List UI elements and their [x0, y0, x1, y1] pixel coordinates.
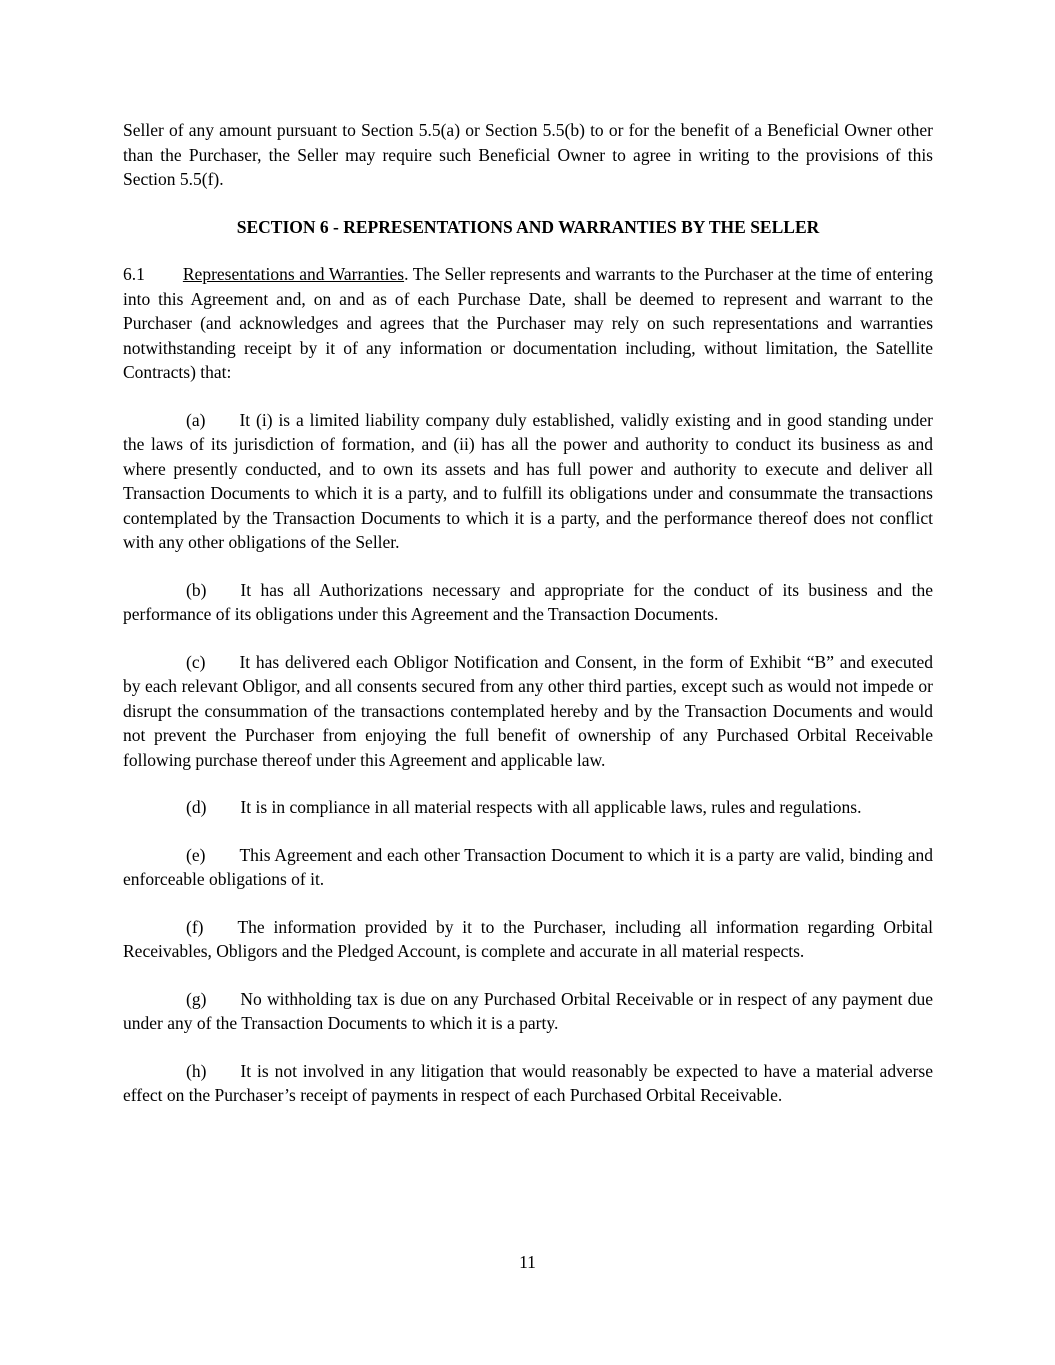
- item-label: (e): [186, 844, 206, 865]
- item-text: The information provided by it to the Purchaser, including all information regarding Orbital Receivables, Obligors and the Pledged Account, is complete and accurate in all material respects.: [123, 916, 933, 961]
- intro-paragraph: [123, 118, 933, 192]
- list-item-f: [123, 915, 933, 964]
- clause-6-1: [123, 262, 933, 385]
- section-heading-text: SECTION 6 - REPRESENTATIONS AND WARRANTIES BY THE SELLER: [236, 216, 820, 237]
- item-text: It is in compliance in all material respects with all applicable laws, rules and regulations.: [240, 797, 862, 817]
- item-text: This Agreement and each other Transaction Document to which it is a party are valid, binding and enforceable obligations of it.: [123, 844, 933, 889]
- clause-title: Representations and Warranties: [182, 264, 405, 284]
- item-text: It has delivered each Obligor Notification and Consent, in the form of Exhibit “B” and executed by each relevant Obligor, and all consents secured from any other third parties, except such as would not impede or disrupt the consummation of the transactions contemplated hereby and by the Transaction Documents and would not prevent the Purchaser from enjoying the full benefit of ownership of any Purchased Orbital Receivable following purchase thereof under this Agreement and applicable law.: [123, 651, 933, 770]
- list-item-d: [123, 795, 933, 820]
- page-number: 11: [519, 1252, 536, 1272]
- clause-number: 6.1: [123, 264, 145, 284]
- list-item-b: [123, 578, 933, 627]
- item-label: (h): [186, 1060, 207, 1081]
- item-label: (f): [186, 916, 204, 937]
- list-item-g: [123, 987, 933, 1036]
- list-item-c: [123, 650, 933, 773]
- item-text: No withholding tax is due on any Purchased Orbital Receivable or in respect of any payment due under any of the Transaction Documents to which it is a party.: [123, 988, 933, 1033]
- item-label: (g): [186, 988, 207, 1009]
- list-item-h: [123, 1059, 933, 1108]
- item-label: (c): [186, 651, 206, 672]
- item-text: It has all Authorizations necessary and appropriate for the conduct of its business and the performance of its obligations under this Agreement and the Transaction Documents.: [123, 579, 933, 624]
- item-label: (a): [186, 409, 206, 430]
- section-heading: [123, 215, 933, 240]
- document-page: [123, 118, 933, 1131]
- clause-body: . The Seller represents and warrants to the Purchaser at the time of entering into this Agreement and, on and as of each Purchase Date, shall be deemed to represent and warrant to the Purchaser (and acknowledges and agrees that the Purchaser may rely on such representations and warranties notwithstanding receipt by it of any information or documentation including, without limitation, the Satellite Contracts) that:: [123, 264, 933, 382]
- item-text: It (i) is a limited liability company duly established, validly existing and in good standing under the laws of its jurisdiction of formation, and (ii) has all the power and authority to conduct its business as and where presently conducted, and to own its assets and has full power and authority to execute and deliver all Transaction Documents to which it is a party, and to fulfill its obligations under and consummate the transactions contemplated by the Transaction Documents to which it is a party, and the performance thereof does not conflict with any other obligations of the Seller.: [123, 409, 933, 552]
- intro-paragraph-text: Seller of any amount pursuant to Section 5.5(a) or Section 5.5(b) to or for the benefit of a Beneficial Owner other than the Purchaser, the Seller may require such Beneficial Owner to agree in writing to the provisions of this Section 5.5(f).: [123, 120, 933, 189]
- list-item-a: [123, 408, 933, 555]
- item-label: (d): [186, 797, 207, 817]
- list-item-e: [123, 843, 933, 892]
- item-label: (b): [186, 579, 207, 600]
- item-text: It is not involved in any litigation that would reasonably be expected to have a material adverse effect on the Purchaser’s receipt of payments in respect of each Purchased Orbital Receivable.: [123, 1060, 933, 1105]
